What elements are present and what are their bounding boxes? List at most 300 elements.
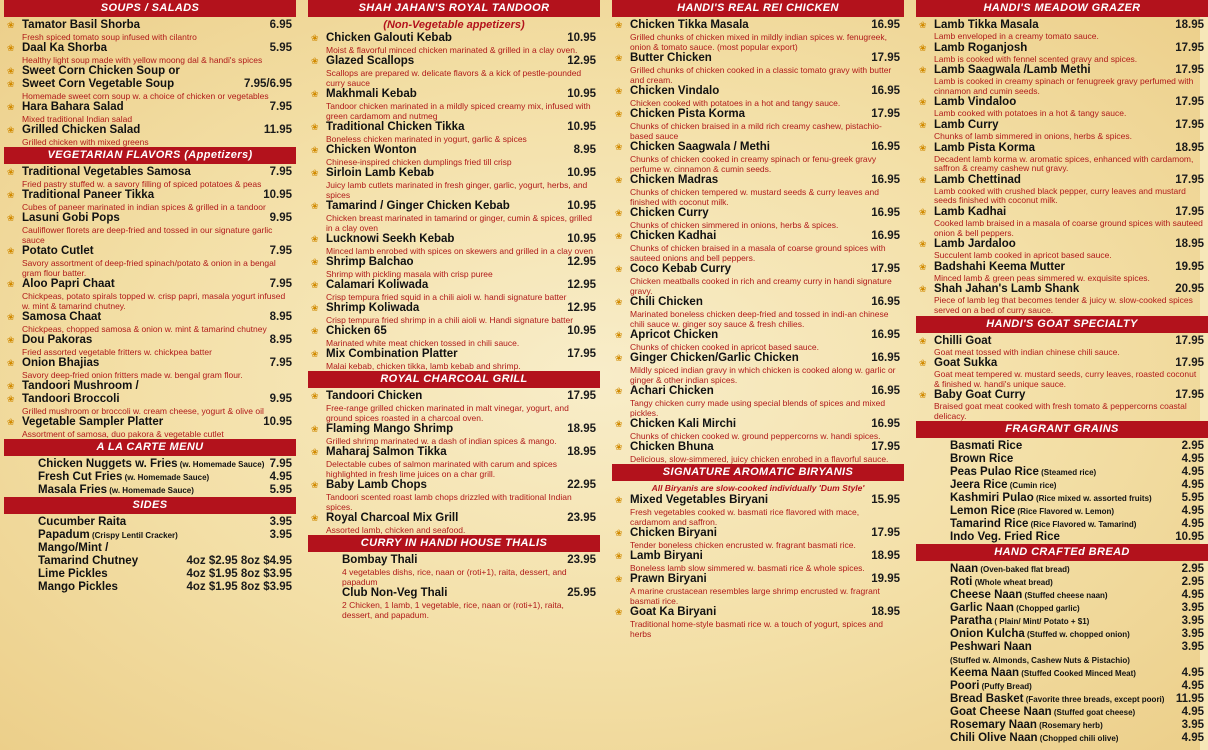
menu-item: [916, 693, 1208, 706]
menu-item-name: [950, 680, 1032, 693]
item-name-text: Achari Chicken: [630, 385, 714, 397]
pepper-icon: ❀: [7, 279, 15, 289]
menu-item-row: [950, 518, 1204, 531]
menu-item-description: Savory deep-fried onion fritters made w. bengal gram flour.: [22, 370, 243, 380]
menu-item-price: 4.95: [1181, 466, 1204, 479]
item-name-text: Fresh Cut Fries: [38, 471, 123, 483]
pepper-icon: ❀: [919, 239, 927, 250]
menu-item-row: [22, 166, 292, 179]
menu-item-row: [630, 573, 900, 586]
menu-item: [612, 52, 904, 85]
item-name-text: Brown Rice: [950, 453, 1014, 466]
menu-item-name: [950, 615, 1089, 628]
item-name-text: Chilli Goat: [934, 334, 992, 347]
menu-item-description: Free-range grilled chicken marinated in malt vinegar, yogurt, and ground spices roasted in a charcoal oven.: [326, 403, 569, 423]
pepper-icon: ❀: [7, 190, 15, 200]
item-name-text: Lamb Roganjosh: [934, 41, 1028, 54]
item-name-text: Shrimp Balchao: [326, 256, 414, 268]
item-name-text: Cheese Naan: [950, 589, 1023, 602]
item-name-text: Jeera Rice: [950, 479, 1008, 492]
menu-item: [612, 606, 904, 639]
menu-item-description: Healthy light soup made with yellow moong dal & handi's spices: [22, 55, 263, 65]
item-note: (Crispy Lentil Cracker): [89, 531, 178, 540]
pepper-icon: ❀: [919, 65, 927, 76]
menu-item-description: Juicy lamb cutlets marinated in fresh ginger, garlic, yogurt, herbs, and spices: [326, 180, 588, 200]
pepper-icon: ❀: [919, 261, 927, 272]
tandoor-subtitle: (Non-Vegetable appetizers): [383, 19, 525, 31]
section-header-sides: SIDES: [4, 497, 296, 514]
menu-item-name: [22, 334, 92, 347]
menu-item-price: 17.95: [1175, 205, 1204, 218]
menu-item-description: Tender boneless chicken encrusted w. fragrant basmati rice.: [630, 540, 856, 550]
menu-item-name: [950, 602, 1080, 615]
pepper-icon: ❀: [919, 358, 927, 369]
menu-item-name: [950, 466, 1096, 479]
menu-item-row: [630, 494, 900, 507]
section-bread: [916, 563, 1208, 745]
pepper-icon: ❀: [919, 390, 927, 401]
menu-item-name: [342, 587, 447, 600]
menu-item: [308, 325, 600, 348]
menu-item: [916, 283, 1208, 315]
menu-item-row: [342, 554, 596, 567]
item-name-text: Sweet Corn Chicken Soup or: [22, 65, 180, 77]
item-note: (Rice Flavored w. Lemon): [1015, 507, 1115, 517]
menu-item-row: [326, 512, 596, 525]
item-name-text: Paratha: [950, 615, 993, 628]
item-name-text: Indo Veg. Fried Rice: [950, 531, 1060, 544]
item-name-text: Vegetable Sampler Platter: [22, 416, 164, 428]
menu-item-row: [38, 516, 292, 529]
item-name-text: Royal Charcoal Mix Grill: [326, 512, 459, 524]
item-name-text: Tandoori Mushroom /: [22, 380, 139, 392]
menu-item: [612, 494, 904, 527]
item-name-text: Dou Pakoras: [22, 334, 93, 346]
menu-item-name: [950, 732, 1118, 745]
item-name-text: Chicken 65: [326, 325, 387, 337]
menu-item-price: 4.95: [1181, 518, 1204, 531]
menu-item: [916, 576, 1208, 589]
item-name-text: Lamb Tikka Masala: [934, 19, 1039, 31]
menu-item-price: 8.95: [269, 334, 292, 346]
menu-item-price: 16.95: [871, 418, 900, 430]
menu-item: [916, 706, 1208, 719]
item-name-text: Peas Pulao Rice: [950, 466, 1039, 479]
menu-item-description: Shrimp with pickling masala with crisp puree: [326, 269, 493, 279]
pepper-icon: ❀: [311, 257, 319, 267]
menu-item: [308, 348, 600, 371]
biryani-note: All Biryanis are slow-cooked individually 'Dum Style': [651, 483, 865, 493]
pepper-icon: ❀: [311, 89, 319, 99]
item-name-text: Peshwari Naan: [950, 641, 1032, 654]
menu-item: [4, 334, 296, 357]
menu-item: [612, 441, 904, 464]
menu-item-price: 4.95: [1181, 453, 1204, 466]
menu-item-row: [950, 576, 1204, 589]
menu-item-name: [326, 144, 417, 157]
section-sides: [4, 516, 296, 594]
section-charcoal: [308, 390, 600, 535]
item-name-text: Naan: [950, 563, 979, 576]
menu-item-description: Chicken cooked with potatoes in a hot and tangy sauce.: [630, 98, 841, 108]
menu-item: [916, 628, 1208, 641]
item-name-text: Masala Fries: [38, 484, 108, 496]
menu-item: [612, 207, 904, 230]
menu-item-price: 16.95: [871, 385, 900, 397]
menu-item: [4, 581, 296, 594]
menu-item-description: A marine crustacean resembles large shrimp encrusted w. fragrant basmati rice.: [630, 586, 880, 606]
section-header-charcoal: ROYAL CHARCOAL GRILL: [308, 371, 600, 388]
pepper-icon: ❀: [615, 551, 623, 561]
menu-item: [308, 121, 600, 144]
menu-item-description: Decadent lamb korma w. aromatic spices, enhanced with cardamom, saffron & creamy cashew nut gravy.: [934, 153, 1194, 174]
menu-item-row: [950, 732, 1204, 745]
menu-item-price: 17.95: [567, 390, 596, 402]
menu-item-row: [326, 55, 596, 68]
menu-item: [4, 393, 296, 416]
menu-item-name: [950, 518, 1136, 531]
pepper-icon: ❀: [615, 528, 623, 538]
menu-item: [308, 88, 600, 121]
item-name-text: Sweet Corn Vegetable Soup: [22, 78, 175, 90]
menu-item-name: [38, 471, 209, 484]
menu-item-price: 17.95: [871, 263, 900, 275]
menu-item-row: [630, 606, 900, 619]
menu-item: [916, 119, 1208, 142]
menu-item-row: [326, 279, 596, 292]
menu-item-price: 12.95: [567, 279, 596, 291]
pepper-icon: ❀: [7, 358, 15, 368]
menu-item-description: Cooked lamb braised in a masala of coarse ground spices with sauteed onion & bell peppers.: [934, 217, 1203, 238]
menu-item-name: [950, 479, 1056, 492]
menu-item-price: 4.95: [1181, 505, 1204, 518]
menu-item: [4, 568, 296, 581]
item-name-text: Chicken Kali Mirchi: [630, 418, 737, 430]
menu-item: [4, 555, 296, 568]
menu-item: [916, 732, 1208, 745]
pepper-icon: ❀: [7, 381, 15, 391]
menu-item-name: [326, 233, 454, 246]
section-vegetarian: [4, 166, 296, 439]
menu-item-name: [342, 554, 417, 567]
menu-item-name: [22, 42, 107, 55]
menu-item-price: 16.95: [871, 19, 900, 31]
menu-item: [916, 479, 1208, 492]
menu-item-description: Crisp tempura fried squid in a chili aioli w. handi signature batter: [326, 292, 567, 302]
menu-item: [612, 174, 904, 207]
menu-item-row: [630, 527, 900, 540]
menu-item-description: Tandoor chicken marinated in a mildly spiced creamy mix, infused with green cardamom and nutmeg: [326, 101, 591, 121]
pepper-icon: ❀: [615, 264, 623, 274]
menu-item: [916, 492, 1208, 505]
item-name-text: Poori: [950, 680, 980, 693]
item-name-text: Lamb Pista Korma: [934, 141, 1035, 154]
pepper-icon: ❀: [919, 20, 927, 30]
section-header-tandoor: SHAH JAHAN'S ROYAL TANDOOR: [308, 0, 600, 17]
item-name-text: Club Non-Veg Thali: [342, 587, 448, 599]
menu-item-name: [630, 19, 749, 32]
menu-item: [916, 615, 1208, 628]
item-name-text: Baby Goat Curry: [934, 389, 1026, 402]
item-note: (Whole wheat bread): [972, 578, 1053, 588]
menu-item-description: 2 Chicken, 1 lamb, 1 vegetable, rice, naan or (roti+1), raita, dessert, and papadum.: [342, 600, 564, 620]
pepper-icon: ❀: [615, 607, 623, 617]
menu-item-name: [950, 440, 1022, 453]
item-name-text: Prawn Biryani: [630, 573, 707, 585]
item-name-text: Chicken Wonton: [326, 144, 417, 156]
menu-item-name: [630, 263, 731, 276]
menu-item-price: 18.95: [567, 446, 596, 458]
menu-item-price: 4.95: [1181, 732, 1204, 745]
pepper-icon: ❀: [7, 246, 15, 256]
menu-item-description: Fried pastry stuffed w. a savory filling of spiced potatoes & peas: [22, 179, 262, 189]
menu-item-name: [630, 108, 745, 121]
menu-item-row: [950, 466, 1204, 479]
menu-item-name: [950, 667, 1136, 680]
menu-item-row: [950, 615, 1204, 628]
item-name-text: Goat Cheese Naan: [950, 706, 1052, 719]
menu-item-name: [22, 380, 139, 393]
menu-item: [4, 516, 296, 529]
item-name-text: Chicken Pista Korma: [630, 108, 746, 120]
pepper-icon: ❀: [7, 394, 15, 404]
menu-item-description: Grilled chunks of chicken mixed in mildly indian spices w. fenugreek, onion & tomato sauce. (most popular export): [630, 32, 888, 52]
item-name-text: Tamarind Chutney: [38, 555, 139, 567]
menu-item-description: Grilled chunks of chicken cooked in a classic tomato gravy with butter and cream.: [630, 65, 892, 85]
menu-item-description: Chunks of lamb simmered in onions, herbs & spices.: [934, 130, 1132, 141]
menu-item-price: 23.95: [567, 512, 596, 524]
menu-item-price: 2.95: [1181, 563, 1204, 576]
column-1: [4, 0, 296, 750]
pepper-icon: ❀: [919, 206, 927, 217]
menu-item-price: 3.95: [269, 529, 292, 541]
menu-item-price: 18.95: [1175, 19, 1204, 31]
item-name-text: Sirloin Lamb Kebab: [326, 167, 434, 179]
menu-item-row: [630, 441, 900, 454]
pepper-icon: ❀: [615, 353, 623, 363]
menu-item-price: 3.95: [269, 516, 292, 528]
item-name-text: Cucumber Raita: [38, 516, 127, 528]
menu-item-name: [326, 325, 387, 338]
menu-item: [308, 279, 600, 302]
pepper-icon: ❀: [615, 231, 623, 241]
menu-item-row: [326, 348, 596, 361]
menu-item: [4, 101, 296, 124]
menu-item-price: 3.95: [1181, 628, 1204, 641]
menu-item-name: [630, 352, 799, 365]
menu-item-price: 17.95: [1175, 96, 1204, 109]
menu-item-name: [326, 512, 458, 525]
section-soups: [4, 19, 296, 147]
menu-item-description: Chunks of chicken braised in a masala of coarse ground spices with sauteed onions and bell peppers.: [630, 243, 886, 263]
item-name-text: Lasuni Gobi Pops: [22, 212, 120, 224]
menu-item-price: 3.95: [1181, 615, 1204, 628]
menu-item-name: [934, 261, 1065, 274]
menu-item-price: 17.95: [567, 348, 596, 360]
menu-item: [916, 602, 1208, 615]
item-note: (Rice mixed w. assorted fruits): [1033, 494, 1152, 504]
menu-item: [4, 124, 296, 147]
menu-item-row: [950, 680, 1204, 693]
item-name-text: Tamarind / Ginger Chicken Kebab: [326, 200, 510, 212]
menu-item-price: 6.95: [269, 19, 292, 31]
item-name-text: Ginger Chicken/Garlic Chicken: [630, 352, 799, 364]
menu-item-price: 23.95: [567, 554, 596, 566]
menu-item-description: Braised goat meat cooked with fresh tomato & peppercorns coastal delicacy.: [934, 401, 1187, 421]
pepper-icon: ❀: [7, 335, 15, 345]
menu-item-name: [22, 357, 99, 370]
item-note: (Cumin rice): [1007, 481, 1057, 491]
pepper-icon: ❀: [615, 142, 623, 152]
menu-item-name: [630, 418, 736, 431]
menu-item-description: Marinated boneless chicken deep-fried and tossed in indi-an chinese chili sauce w. ginger soy sauce & fresh chilies.: [630, 309, 889, 329]
menu-item-description: Marinated white meat chicken tossed in chili sauce.: [326, 338, 520, 348]
menu-item-price: 10.95: [1175, 531, 1204, 544]
item-name-text: Chicken Kadhai: [630, 230, 717, 242]
menu-item-description: Piece of lamb leg that becomes tender & juicy w. slow-cooked spices served on a bed of curry sauce.: [934, 295, 1193, 315]
menu-item-description: Chunks of chicken cooked in apricot based sauce.: [630, 342, 820, 352]
menu-item-row: [950, 667, 1204, 680]
menu-item-name: [630, 494, 768, 507]
menu-item-name: [38, 555, 138, 568]
pepper-icon: ❀: [7, 167, 15, 177]
menu-item-name: [630, 606, 716, 619]
menu-item-description: Chinese-inspired chicken dumplings fried till crisp: [326, 157, 512, 167]
menu-item-name: [38, 581, 118, 594]
menu-item: [4, 189, 296, 212]
item-name-text: Hara Bahara Salad: [22, 101, 124, 113]
menu-item-description: Assortment of samosa, duo pakora & vegetable cutlet: [22, 429, 224, 439]
item-name-text: Coco Kebab Curry: [630, 263, 731, 275]
item-name-text: Traditional Vegetables Samosa: [22, 166, 191, 178]
menu-item-description: Chunks of chicken simmered in onions, herbs & spices.: [630, 220, 839, 230]
menu-item-price: 8.95: [573, 144, 596, 156]
item-note: (Stuffed Cooked Minced Meat): [1019, 669, 1136, 679]
menu-item: [308, 554, 600, 587]
item-name-text: Mix Combination Platter: [326, 348, 458, 360]
menu-item-row: [22, 380, 292, 393]
menu-item-name: [630, 296, 703, 309]
menu-item-price: 7.95: [269, 166, 292, 178]
menu-item-description: Lamb cooked with potatoes in a hot & tangy sauce.: [934, 108, 1127, 119]
menu-item-price: 17.95: [871, 108, 900, 120]
item-note: (Chopped chili olive): [1037, 734, 1119, 744]
menu-item-name: [630, 385, 714, 398]
item-name-text: Chicken Biryani: [630, 527, 717, 539]
menu-item-row: [22, 416, 292, 429]
menu-item-price: 25.95: [567, 587, 596, 599]
menu-item-description: Delectable cubes of salmon marinated with carum and spices highlighted in fresh lime juices on a char grill.: [326, 459, 558, 479]
menu-item-description: Lamb is cooked in creamy spinach or fenugreek gravy perfumed with cinnamon and cumin seeds.: [934, 76, 1194, 96]
menu-item-name: [950, 563, 1070, 576]
menu-item: [916, 518, 1208, 531]
menu-item: [4, 542, 296, 555]
menu-item-description: Tangy chicken curry made using special blends of spices and mixed pickles.: [630, 398, 886, 418]
menu-item-name: [950, 576, 1053, 589]
item-name-text: Lamb Chettinad: [934, 173, 1021, 186]
menu-item: [612, 230, 904, 263]
pepper-icon: ❀: [311, 480, 319, 490]
menu-item-price: 3.95: [1181, 719, 1204, 732]
menu-item: [308, 587, 600, 620]
menu-item-description: Mildly spiced indian gravy in which chicken is cooked along w. garlic or ginger & other indian spices.: [630, 365, 896, 385]
menu-item-row: [22, 334, 292, 347]
menu-item-name: [950, 706, 1135, 719]
menu-item-row: [326, 256, 596, 269]
pepper-icon: ❀: [311, 234, 319, 244]
menu-item-name: [326, 423, 453, 436]
menu-item-row: [630, 108, 900, 121]
menu-item-row: [326, 325, 596, 338]
menu-item-row: [22, 124, 292, 137]
item-name-text: Mango/Mint /: [38, 542, 109, 554]
menu-item-row: [934, 174, 1204, 187]
pepper-icon: ❀: [311, 447, 319, 457]
menu-item-row: [630, 141, 900, 154]
menu-item: [308, 55, 600, 88]
menu-item-row: [22, 393, 292, 406]
menu-item-name: [950, 628, 1130, 641]
menu-item-price: 3.95: [1181, 641, 1204, 654]
menu-item-price: 4.95: [1181, 479, 1204, 492]
menu-item: [612, 19, 904, 52]
item-name-text: Roti: [950, 576, 973, 589]
menu-item-row: [630, 385, 900, 398]
item-name-text: Lamb Biryani: [630, 550, 703, 562]
menu-item-description: Fried assorted vegetable fritters w. chickpea batter: [22, 347, 212, 357]
menu-item-price: 10.95: [567, 121, 596, 133]
menu-item: [4, 65, 296, 78]
menu-item-row: [22, 19, 292, 32]
menu-item: [308, 423, 600, 446]
pepper-icon: ❀: [919, 174, 927, 185]
menu-item-price: 16.95: [871, 85, 900, 97]
menu-item-row: [950, 654, 1204, 667]
menu-item-row: [38, 568, 292, 581]
menu-item-price: 4.95: [269, 471, 292, 483]
pepper-icon: ❀: [7, 102, 15, 112]
menu-item-row: [630, 352, 900, 365]
menu-item-row: [326, 479, 596, 492]
menu-item-row: [38, 529, 292, 542]
pepper-icon: ❀: [615, 442, 623, 452]
menu-item-name: [22, 65, 180, 78]
pepper-icon: ❀: [919, 97, 927, 108]
menu-item-price: 4.95: [1181, 706, 1204, 719]
menu-item-description: Grilled shrimp marinated w. a dash of indian spices & mango.: [326, 436, 557, 446]
item-note: (Rice Flavored w. Tamarind): [1028, 520, 1137, 530]
item-name-text: Tamarind Rice: [950, 518, 1029, 531]
menu-item-row: [630, 174, 900, 187]
menu-item-row: [950, 440, 1204, 453]
menu-item-price: 9.95: [269, 393, 292, 405]
column-4: [916, 0, 1208, 750]
menu-item-price: 9.95: [269, 212, 292, 224]
pepper-icon: ❀: [615, 297, 623, 307]
item-name-text: Garlic Naan: [950, 602, 1014, 615]
menu-item-price: 18.95: [567, 423, 596, 435]
section-alacarte: [4, 458, 296, 497]
menu-item-name: [630, 207, 709, 220]
menu-item-description: Chicken meatballs cooked in rich and creamy curry in handi signature gravy.: [630, 276, 892, 296]
menu-item-name: [934, 335, 992, 348]
menu-item-row: [38, 484, 292, 497]
menu-item-name: [22, 189, 154, 202]
menu-item: [308, 256, 600, 279]
menu-item-price: 11.95: [1175, 693, 1204, 706]
column-2: [308, 0, 600, 750]
menu-item-row: [630, 263, 900, 276]
